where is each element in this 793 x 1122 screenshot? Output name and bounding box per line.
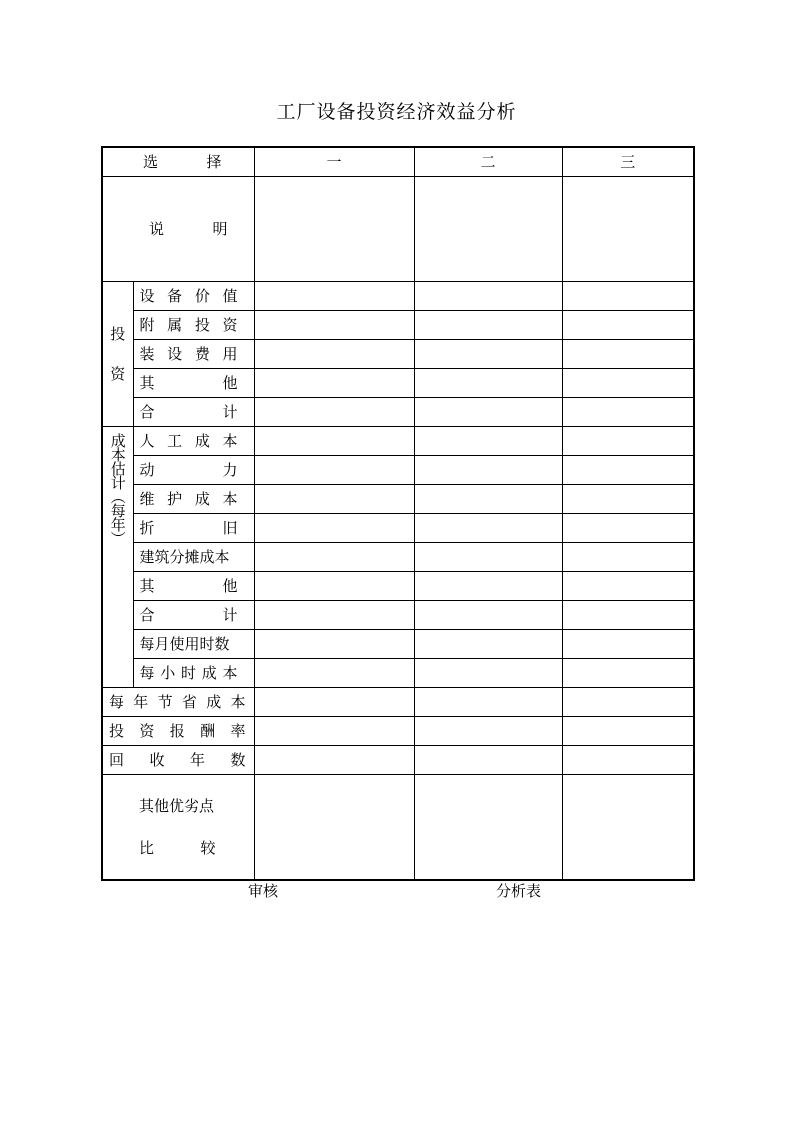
label-char: 资 xyxy=(139,722,155,740)
cost-group-cell xyxy=(102,427,133,688)
investment-label xyxy=(133,398,254,427)
value-cell[interactable] xyxy=(414,572,562,601)
option-header-1: 一 xyxy=(254,147,414,177)
cost-label: 建筑分摊成本 xyxy=(133,543,254,572)
cost-row xyxy=(102,543,694,572)
cost-row xyxy=(102,601,694,630)
label-char: 力 xyxy=(222,461,238,479)
label-char: 人 xyxy=(139,432,155,450)
description-char: 说 xyxy=(149,220,165,238)
label-char: 备 xyxy=(167,287,183,305)
label-char: 比 xyxy=(139,839,155,857)
label-char: 装 xyxy=(139,345,155,363)
investment-group-char: 资 xyxy=(110,365,126,383)
label-char: 动 xyxy=(139,461,155,479)
label-char: 每 xyxy=(139,664,155,682)
cost-label xyxy=(133,601,254,630)
label-char: 报 xyxy=(169,722,185,740)
other-comparison-row xyxy=(102,775,694,881)
label-char: 成 xyxy=(194,490,210,508)
value-cell[interactable] xyxy=(254,340,414,369)
value-cell[interactable] xyxy=(562,572,694,601)
value-cell[interactable] xyxy=(562,601,694,630)
label-char: 价 xyxy=(194,287,210,305)
label-char: 工 xyxy=(167,432,183,450)
label-char: 成 xyxy=(194,432,210,450)
label-char: 投 xyxy=(194,316,210,334)
value-cell[interactable] xyxy=(254,688,414,717)
cost-row xyxy=(102,659,694,688)
footer-table-name: 分析表 xyxy=(496,882,542,900)
value-cell[interactable] xyxy=(254,601,414,630)
comparison-cell-1[interactable] xyxy=(254,775,414,881)
label-char: 护 xyxy=(167,490,183,508)
other-line-2 xyxy=(139,827,254,869)
investment-row xyxy=(102,311,694,340)
value-cell[interactable] xyxy=(254,485,414,514)
cost-row xyxy=(102,572,694,601)
label-char: 设 xyxy=(139,287,155,305)
investment-row xyxy=(102,282,694,311)
value-cell[interactable] xyxy=(254,398,414,427)
investment-label xyxy=(133,340,254,369)
value-cell[interactable] xyxy=(254,572,414,601)
value-cell[interactable] xyxy=(414,485,562,514)
label-char: 本 xyxy=(222,490,238,508)
label-char: 数 xyxy=(230,751,246,769)
label-char: 其 xyxy=(139,577,155,595)
cost-label xyxy=(133,456,254,485)
value-cell[interactable] xyxy=(414,659,562,688)
value-cell[interactable] xyxy=(414,717,562,746)
select-header-char: 选 xyxy=(143,153,159,171)
label-char: 本 xyxy=(222,664,238,682)
cost-label xyxy=(133,572,254,601)
analysis-table xyxy=(101,146,695,881)
select-header-char: 择 xyxy=(206,153,222,171)
value-cell[interactable] xyxy=(254,630,414,659)
header-row xyxy=(102,147,694,177)
value-cell[interactable] xyxy=(254,311,414,340)
label-char: 省 xyxy=(181,693,197,711)
cost-label xyxy=(133,427,254,456)
value-cell[interactable] xyxy=(254,282,414,311)
value-cell[interactable] xyxy=(414,601,562,630)
cost-group-label: 成本估计（每年） xyxy=(108,433,127,545)
value-cell[interactable] xyxy=(414,688,562,717)
value-cell[interactable] xyxy=(254,369,414,398)
option-header-3: 三 xyxy=(562,147,694,177)
cost-row xyxy=(102,485,694,514)
investment-group-char: 投 xyxy=(110,325,126,343)
value-cell[interactable] xyxy=(414,369,562,398)
comparison-cell-3[interactable] xyxy=(562,775,694,881)
description-cell-3[interactable] xyxy=(562,177,694,282)
value-cell[interactable] xyxy=(414,427,562,456)
cost-row xyxy=(102,427,694,456)
value-cell[interactable] xyxy=(562,514,694,543)
label-char: 设 xyxy=(167,345,183,363)
option-header-2: 二 xyxy=(414,147,562,177)
label-char: 折 xyxy=(139,519,155,537)
investment-row xyxy=(102,369,694,398)
label-char: 成 xyxy=(201,664,217,682)
label-char: 附 xyxy=(139,316,155,334)
investment-label xyxy=(133,369,254,398)
label-char: 时 xyxy=(180,664,196,682)
investment-group-cell xyxy=(102,282,133,427)
summary-label xyxy=(102,717,254,746)
other-comparison-label xyxy=(102,775,254,881)
value-cell[interactable] xyxy=(414,311,562,340)
cost-label xyxy=(133,514,254,543)
label-char: 收 xyxy=(149,751,165,769)
value-cell[interactable] xyxy=(562,427,694,456)
value-cell[interactable] xyxy=(562,485,694,514)
value-cell[interactable] xyxy=(562,282,694,311)
label-char: 属 xyxy=(167,316,183,334)
label-char: 投 xyxy=(109,722,125,740)
description-char: 明 xyxy=(212,220,228,238)
label-char: 年 xyxy=(133,693,149,711)
value-cell[interactable] xyxy=(562,369,694,398)
label-char: 他 xyxy=(222,577,238,595)
summary-row xyxy=(102,746,694,775)
value-cell[interactable] xyxy=(414,630,562,659)
cost-row xyxy=(102,456,694,485)
value-cell[interactable] xyxy=(562,630,694,659)
label-char: 成 xyxy=(206,693,222,711)
value-cell[interactable] xyxy=(254,456,414,485)
summary-label xyxy=(102,746,254,775)
value-cell[interactable] xyxy=(562,543,694,572)
value-cell[interactable] xyxy=(254,427,414,456)
cost-row xyxy=(102,514,694,543)
value-cell[interactable] xyxy=(414,456,562,485)
label-char: 用 xyxy=(222,345,238,363)
label-char: 每 xyxy=(109,693,125,711)
footer-audit: 审核 xyxy=(248,882,279,900)
label-char: 合 xyxy=(139,403,155,421)
value-cell[interactable] xyxy=(562,340,694,369)
label-char: 他 xyxy=(222,374,238,392)
value-cell[interactable] xyxy=(414,282,562,311)
value-cell[interactable] xyxy=(254,717,414,746)
investment-row xyxy=(102,340,694,369)
label-char: 本 xyxy=(230,693,246,711)
value-cell[interactable] xyxy=(254,543,414,572)
value-cell[interactable] xyxy=(414,340,562,369)
value-cell[interactable] xyxy=(562,688,694,717)
value-cell[interactable] xyxy=(562,456,694,485)
page-title: 工厂设备投资经济效益分析 xyxy=(276,101,517,123)
summary-row xyxy=(102,717,694,746)
label-char: 计 xyxy=(222,403,238,421)
investment-label xyxy=(133,282,254,311)
description-cell-2[interactable] xyxy=(414,177,562,282)
investment-row xyxy=(102,398,694,427)
label-char: 酬 xyxy=(200,722,216,740)
value-cell[interactable] xyxy=(414,543,562,572)
value-cell[interactable] xyxy=(254,746,414,775)
description-label-cell xyxy=(102,177,254,282)
label-char: 率 xyxy=(230,722,246,740)
cost-label: 每月使用时数 xyxy=(133,630,254,659)
label-char: 节 xyxy=(157,693,173,711)
label-char: 回 xyxy=(109,751,125,769)
label-char: 值 xyxy=(222,287,238,305)
description-row xyxy=(102,177,694,282)
value-cell[interactable] xyxy=(254,514,414,543)
label-char: 年 xyxy=(189,751,205,769)
label-char: 维 xyxy=(139,490,155,508)
label-char: 合 xyxy=(139,606,155,624)
label-char: 较 xyxy=(200,839,216,857)
label-char: 资 xyxy=(222,316,238,334)
investment-label xyxy=(133,311,254,340)
label-char: 小 xyxy=(160,664,176,682)
label-char: 本 xyxy=(222,432,238,450)
value-cell[interactable] xyxy=(562,311,694,340)
value-cell[interactable] xyxy=(562,746,694,775)
value-cell[interactable] xyxy=(414,514,562,543)
summary-label xyxy=(102,688,254,717)
cost-label xyxy=(133,485,254,514)
value-cell[interactable] xyxy=(562,659,694,688)
cost-label xyxy=(133,659,254,688)
value-cell[interactable] xyxy=(414,746,562,775)
summary-row xyxy=(102,688,694,717)
label-char: 其 xyxy=(139,374,155,392)
select-header-cell xyxy=(102,147,254,177)
label-char: 计 xyxy=(222,606,238,624)
value-cell[interactable] xyxy=(562,717,694,746)
description-cell-1[interactable] xyxy=(254,177,414,282)
value-cell[interactable] xyxy=(414,398,562,427)
label-char: 旧 xyxy=(222,519,238,537)
other-line-1: 其他优劣点 xyxy=(139,797,215,815)
value-cell[interactable] xyxy=(254,659,414,688)
comparison-cell-2[interactable] xyxy=(414,775,562,881)
cost-row xyxy=(102,630,694,659)
value-cell[interactable] xyxy=(562,398,694,427)
label-char: 费 xyxy=(194,345,210,363)
